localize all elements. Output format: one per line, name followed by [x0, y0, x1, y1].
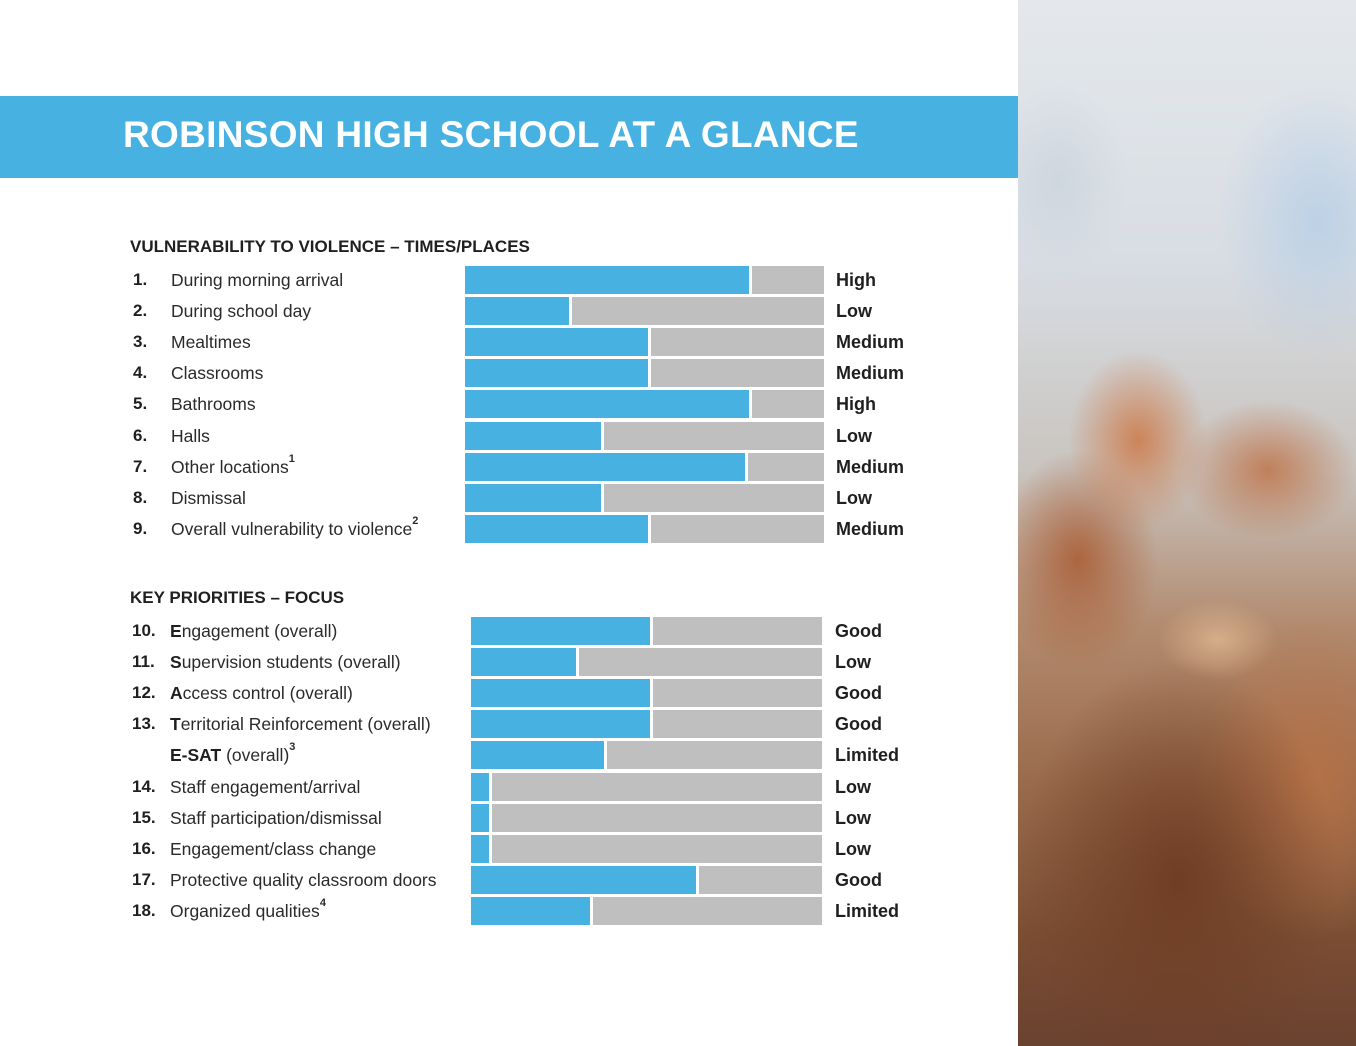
rating-label: Low — [835, 808, 871, 828]
row-number: 11. — [132, 652, 155, 671]
row-number: 17. — [132, 870, 156, 889]
bar-track — [471, 897, 822, 925]
bar-fill — [471, 741, 607, 769]
row-label-lead: A — [170, 683, 183, 703]
rating-label: Limited — [835, 901, 900, 921]
row-label: Mealtimes — [171, 332, 251, 352]
rating-label: High — [836, 394, 876, 414]
rating-label: Limited — [835, 745, 900, 765]
rating-label: Low — [836, 301, 872, 321]
bar-track — [465, 453, 824, 481]
row-number: 9. — [133, 519, 148, 538]
bar-track — [465, 359, 824, 387]
footnote-marker: 3 — [289, 741, 296, 753]
rating-label: Medium — [836, 332, 905, 352]
row-number: 8. — [133, 488, 148, 507]
footnote-marker: 2 — [412, 515, 419, 527]
row-label: Engagement (overall) — [170, 621, 338, 641]
footnote-marker: 4 — [319, 897, 326, 909]
row-label-lead: T — [170, 714, 181, 734]
bar-fill — [465, 390, 752, 418]
row-number: 6. — [133, 426, 148, 445]
row-number: 10. — [132, 621, 156, 640]
bar-fill — [471, 897, 593, 925]
row-label: Organized qualities$^4$ — [170, 897, 326, 921]
row-label: Halls — [171, 426, 210, 446]
row-label: Staff engagement/arrival — [170, 777, 361, 797]
bar-fill — [471, 710, 653, 738]
row-label: Supervision students (overall) — [170, 652, 401, 672]
row-number: 1. — [133, 270, 148, 289]
row-label: Territorial Reinforcement (overall) — [170, 714, 431, 734]
bar-fill — [471, 648, 579, 676]
footnote-marker: 1 — [288, 453, 295, 465]
bar-track — [465, 422, 824, 450]
bar-fill — [465, 359, 651, 387]
row-label: E-SAT (overall)$^3$ — [170, 741, 296, 765]
row-number: 5. — [133, 394, 148, 413]
bar-fill — [471, 866, 699, 894]
row-number: 15. — [132, 808, 156, 827]
row-label-lead: E-SAT — [170, 745, 222, 765]
bar-fill — [471, 617, 653, 645]
row-label: Staff participation/dismissal — [170, 808, 382, 828]
bar-fill — [465, 328, 651, 356]
bar-track — [471, 617, 822, 645]
bar-fill — [471, 773, 492, 801]
bar-track — [471, 648, 822, 676]
bar-track — [465, 515, 824, 543]
classroom-photo — [1018, 0, 1356, 1046]
bar-track — [471, 710, 822, 738]
row-number: 4. — [133, 363, 148, 382]
row-label: Engagement/class change — [170, 839, 377, 859]
bar-fill — [465, 266, 752, 294]
bar-fill — [465, 484, 604, 512]
bar-track — [465, 390, 824, 418]
row-label: Protective quality classroom doors — [170, 870, 437, 890]
bar-fill — [471, 679, 653, 707]
bar-track — [465, 328, 824, 356]
bar-track — [465, 297, 824, 325]
page-title: ROBINSON HIGH SCHOOL AT A GLANCE — [123, 114, 859, 155]
row-label: Other locations$^1$ — [171, 453, 295, 477]
row-label: During morning arrival — [171, 270, 344, 290]
rating-label: Good — [835, 714, 882, 734]
row-number: 18. — [132, 901, 156, 920]
rating-label: Low — [836, 488, 872, 508]
bar-track — [471, 804, 822, 832]
bar-fill — [465, 453, 748, 481]
row-number: 14. — [132, 777, 156, 796]
rating-label: Medium — [836, 363, 905, 383]
rating-label: Good — [835, 621, 882, 641]
row-label: Bathrooms — [171, 394, 256, 414]
row-number: 12. — [132, 683, 156, 702]
row-label-lead: S — [170, 652, 182, 672]
section-title-priorities: KEY PRIORITIES – FOCUS — [130, 588, 345, 607]
bar-track — [471, 741, 822, 769]
rating-label: Good — [835, 870, 882, 890]
rating-label: Medium — [836, 519, 905, 539]
row-label: Overall vulnerability to violence$^2$ — [171, 515, 419, 539]
header-band — [0, 96, 1018, 178]
rating-label: Low — [835, 777, 871, 797]
bar-track — [465, 266, 824, 294]
bar-fill — [471, 804, 492, 832]
rating-label: Medium — [836, 457, 905, 477]
bar-fill — [465, 422, 604, 450]
row-label: Classrooms — [171, 363, 264, 383]
bar-track — [465, 484, 824, 512]
rating-label: Low — [835, 652, 871, 672]
section-title-vulnerability: VULNERABILITY TO VIOLENCE – TIMES/PLACES — [130, 237, 530, 256]
row-number: 13. — [132, 714, 156, 733]
bar-track — [471, 679, 822, 707]
row-label-lead: E — [170, 621, 182, 641]
bar-fill — [465, 297, 572, 325]
rating-label: Low — [835, 839, 871, 859]
bar-fill — [465, 515, 651, 543]
row-number: 3. — [133, 332, 148, 351]
bar-track — [471, 835, 822, 863]
bar-track — [471, 866, 822, 894]
row-label: During school day — [171, 301, 312, 321]
bar-fill — [471, 835, 492, 863]
row-label: Dismissal — [171, 488, 246, 508]
row-number: 7. — [133, 457, 148, 476]
rating-label: High — [836, 270, 876, 290]
bar-track — [471, 773, 822, 801]
row-number: 16. — [132, 839, 156, 858]
row-number: 2. — [133, 301, 148, 320]
row-label: Access control (overall) — [170, 683, 353, 703]
rating-label: Good — [835, 683, 882, 703]
rating-label: Low — [836, 426, 872, 446]
